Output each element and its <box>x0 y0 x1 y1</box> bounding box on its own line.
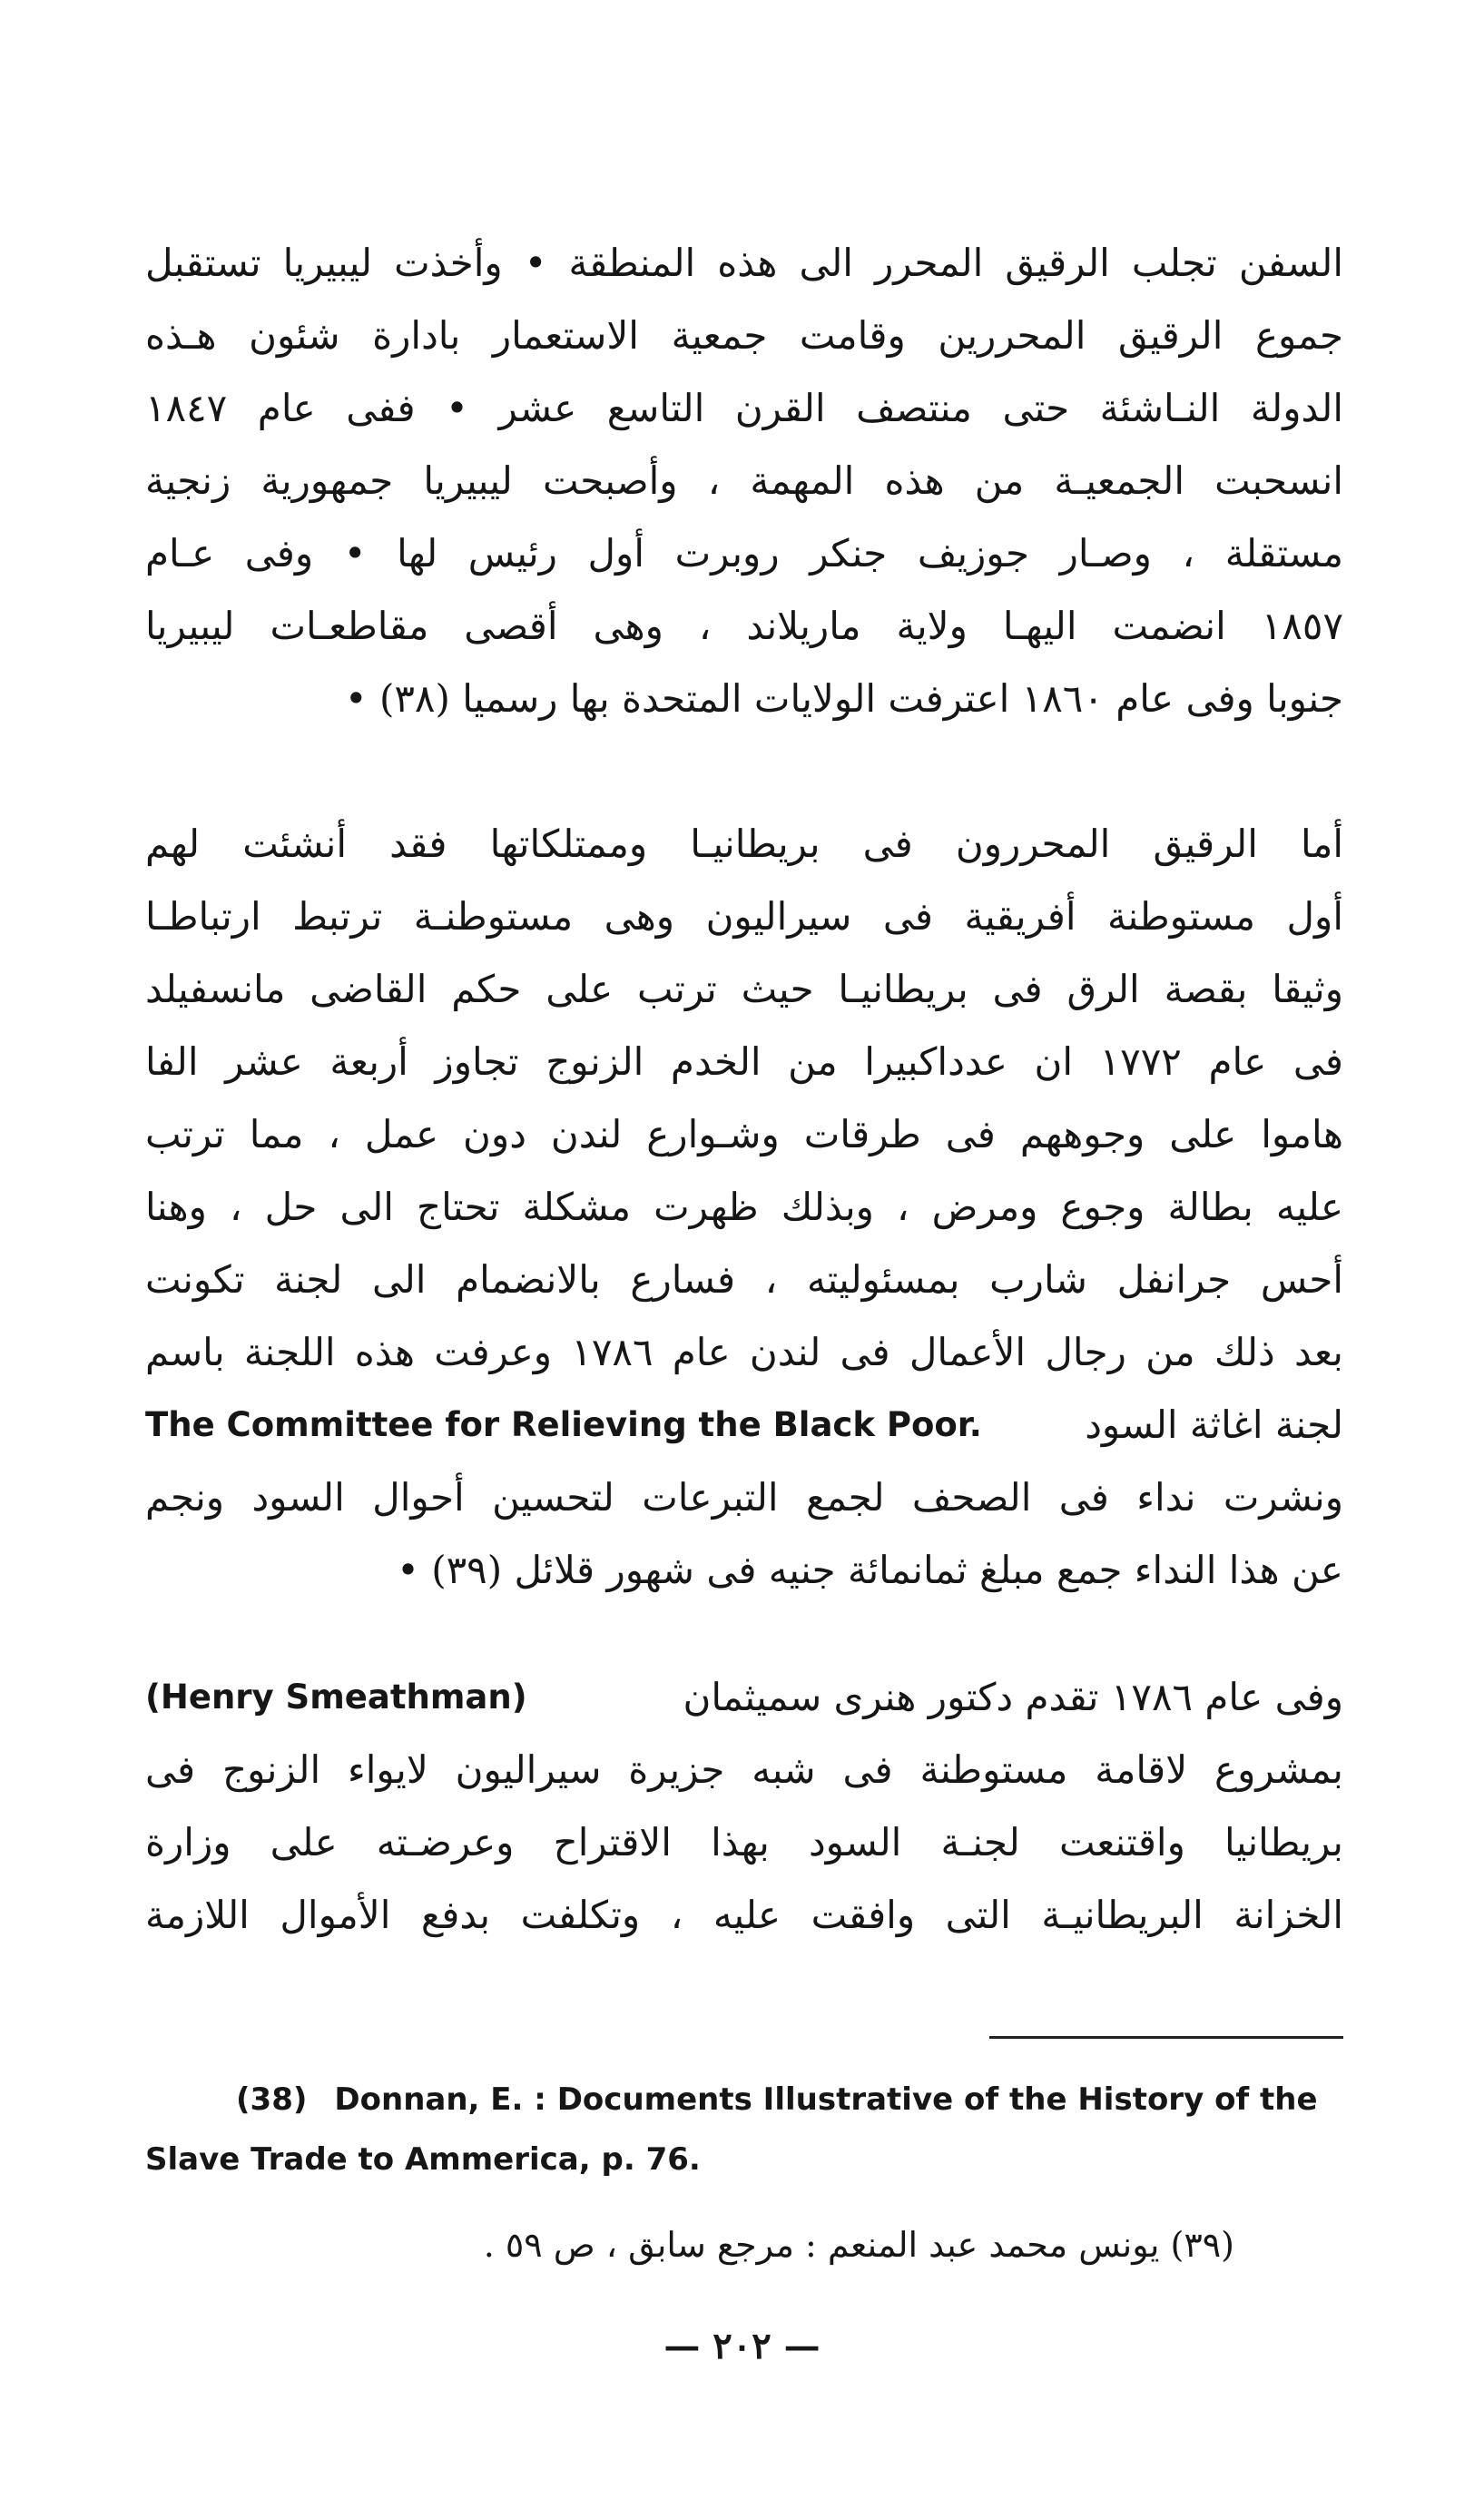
footnote-38 <box>145 2070 1343 2130</box>
footnote-38-continued: Slave Trade to Ammerica, p. 76. <box>145 2141 701 2178</box>
smeathman-arabic: وفى عام ١٧٨٦ تقدم دكتور هنرى سميثمان <box>683 1675 1343 1719</box>
text-line: وثيقا بقصة الرق فى بريطانيـا حيث ترتب على حكم القاضى مانسفيلد <box>145 967 1343 1011</box>
footnote-38-text: Donnan, E. : Documents Illustrative of the History of the <box>334 2081 1318 2118</box>
page-number: — ٢٠٢ — <box>663 2325 821 2367</box>
paragraph-liberia <box>145 227 1343 735</box>
text-line: ١٨٥٧ انضمت اليهـا ولاية ماريلاند ، وهى أقصى مقاطعـات ليبيريا <box>145 604 1343 648</box>
text-line: انسحبت الجمعيـة من هذه المهمة ، وأصبحت ليبيريا جمهورية زنجية <box>145 458 1343 503</box>
text-line: مستقلة ، وصـار جوزيف جنكر روبرت أول رئيس لها • وفى عـام <box>145 531 1343 576</box>
text-line-mixed <box>145 1389 1343 1461</box>
paragraph-sierra-leone <box>145 808 1343 1607</box>
text-line: السفن تجلب الرقيق المحرر الى هذه المنطقة • وأخذت ليبيريا تستقبل <box>145 241 1343 285</box>
text-line: ونشرت نداء فى الصحف لجمع التبرعات لتحسين أحوال السود ونجم <box>145 1475 1343 1520</box>
text-line-mixed <box>145 1661 1343 1734</box>
text-line: أحس جرانفل شارب بمسئوليته ، فسارع بالانضمام الى لجنة تكونت <box>145 1257 1343 1302</box>
text-line: عن هذا النداء جمع مبلغ ثمانمائة جنيه فى شهور قلائل (٣٩) • <box>397 1548 1343 1592</box>
text-line: بريطانيا واقتنعت لجنـة السود بهذا الاقتراح وعرضـته على وزارة <box>145 1820 1343 1864</box>
text-line: جموع الرقيق المحررين وقامت جمعية الاستعمار بادارة شئون هـذه <box>145 313 1343 358</box>
text-line: جنوبا وفى عام ١٨٦٠ اعترفت الولايات المتحدة بها رسميا (٣٨) • <box>344 676 1343 721</box>
text-line: أول مستوطنة أفريقية فى سيراليون وهى مستوطنـة ترتبط ارتباطـا <box>145 894 1343 939</box>
text-line: فى عام ١٧٧٢ ان عدداكبيرا من الخدم الزنوج تجاوز أربعة عشر الفا <box>145 1039 1343 1084</box>
text-line: بمشروع لاقامة مستوطنة فى شبه جزيرة سيراليون لايواء الزنوج فى <box>145 1747 1343 1792</box>
paragraph-smeathman <box>145 1661 1343 1952</box>
smeathman-english: (Henry Smeathman) <box>145 1677 527 1717</box>
committee-name-english: The Committee for Relieving the Black Poor. <box>145 1405 982 1444</box>
text-line: أما الرقيق المحررون فى بريطانيـا وممتلكاتها فقد أنشئت لهم <box>145 822 1343 866</box>
footnote-separator <box>989 2036 1343 2039</box>
footnote-38-number: (38) <box>236 2081 308 2118</box>
text-line: عليه بطالة وجوع ومرض ، وبذلك ظهرت مشكلة تحتاج الى حل ، وهنا <box>145 1185 1343 1229</box>
text-line: الخزانة البريطانيـة التى وافقت عليه ، وتكلفت بدفع الأموال اللازمة <box>145 1893 1343 1937</box>
text-line: الدولة النـاشئة حتى منتصف القرن التاسع عشر • ففى عام ١٨٤٧ <box>145 386 1343 430</box>
text-line: هاموا على وجوههم فى طرقات وشـوارع لندن دون عمل ، مما ترتب <box>145 1112 1343 1156</box>
footnote-39: (٣٩) يونس محمد عبد المنعم : مرجع سابق ، ص ٥٩ . <box>483 2225 1234 2265</box>
text-line: بعد ذلك من رجال الأعمال فى لندن عام ١٧٨٦ وعرفت هذه اللجنة باسم <box>145 1330 1343 1374</box>
committee-name-arabic: لجنة اغاثة السود <box>1085 1402 1343 1447</box>
